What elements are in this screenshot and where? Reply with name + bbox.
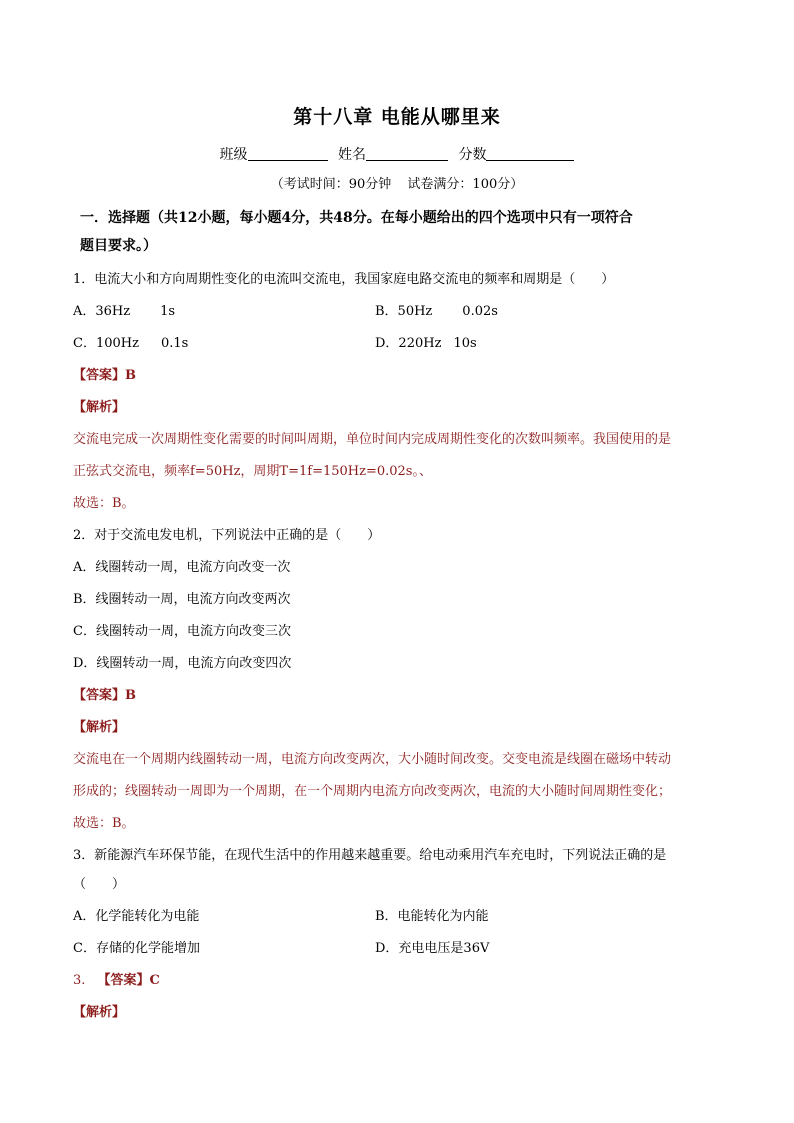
q3-option-b[interactable]: B．电能转化为内能 [375,909,489,924]
q1-analysis-tag: 【解析】 [73,400,126,415]
q1-option-b[interactable] [375,303,498,321]
q1-stem: 1．电流大小和方向周期性变化的电流叫交流电，我国家庭电路交流电的频率和周期是（ ） [73,272,615,287]
q1-option-c-label: C．100Hz [73,336,139,351]
q2-option-a[interactable]: A．线圈转动一周，电流方向改变一次 [73,560,291,575]
name-blank[interactable] [366,146,448,161]
q1-option-c[interactable] [73,335,188,353]
q3-answer [73,972,160,990]
name-field [338,145,448,165]
q2-answer: 【答案】B [73,688,136,703]
q1-option-a-value: 1s [160,304,176,319]
q1-option-b-label: B．50Hz [375,304,433,319]
q1-answer: 【答案】B [73,368,136,383]
q2-stem: 2．对于交流电发电机，下列说法中正确的是（ ） [73,528,381,543]
q2-option-b[interactable]: B．线圈转动一周，电流方向改变两次 [73,592,291,607]
exam-time: （考试时间：90分钟 [270,177,392,192]
score-label: 分数 [458,147,487,163]
q1-option-b-value: 0.02s [462,304,498,319]
student-info-row [0,145,794,165]
name-label: 姓名 [338,147,366,163]
q3-option-a[interactable]: A．化学能转化为电能 [73,909,200,924]
q2-analysis-line1: 交流电在一个周期内线圈转动一周，电流方向改变两次，大小随时间改变。交变电流是线圈在磁场中转动 [73,752,672,767]
class-label: 班级 [219,147,248,163]
q3-option-d[interactable]: D．充电电压是36V [375,941,490,956]
score-blank[interactable] [486,146,574,161]
q3-answer-tag: 【答案】C [97,973,160,988]
q1-analysis-line1: 交流电完成一次周期性变化需要的时间叫周期，单位时间内完成周期性变化的次数叫频率。我国使用的是 [73,432,672,447]
section-heading-line2: 题目要求。） [80,238,157,254]
q2-analysis-line2: 形成的；线圈转动一周即为一个周期，在一个周期内电流方向改变两次，电流的大小随时间周期性变化； [73,784,672,799]
class-field [220,145,328,165]
q3-stem-line2: （ ） [73,877,126,892]
q1-option-a[interactable] [73,303,175,321]
page-title: 第十八章 电能从哪里来 [293,106,501,128]
q2-option-d[interactable]: D．线圈转动一周，电流方向改变四次 [73,656,292,671]
q1-option-d-label: D．220Hz [375,336,442,351]
q1-option-c-value: 0.1s [160,336,189,351]
score-field [458,145,574,165]
q2-analysis-tag: 【解析】 [73,720,126,735]
q1-option-d[interactable] [375,335,477,353]
q1-choice: 故选：B。 [73,496,135,511]
section-heading-line1: 一．选择题（共12小题，每小题4分，共48分。在每小题给出的四个选项中只有一项符合 [80,210,633,226]
q3-option-c[interactable]: C．存储的化学能增加 [73,941,200,956]
exam-info [0,176,794,194]
q2-choice: 故选：B。 [73,816,135,831]
class-blank[interactable] [248,146,328,161]
q3-answer-number: 3. [73,973,86,988]
q1-option-d-value: 10s [453,336,477,351]
q3-stem-line1: 3．新能源汽车环保节能，在现代生活中的作用越来越重要。给电动乘用汽车充电时，下列说法正确的是 [73,848,667,863]
q1-option-a-label: A．36Hz [73,304,131,319]
q3-analysis-tag: 【解析】 [73,1005,126,1020]
q1-analysis-line2: 正弦式交流电，频率f=50Hz，周期T=1f=150Hz=0.02s。、 [73,464,432,479]
q2-option-c[interactable]: C．线圈转动一周，电流方向改变三次 [73,624,291,639]
exam-full-score: 试卷满分：100分） [407,177,524,192]
